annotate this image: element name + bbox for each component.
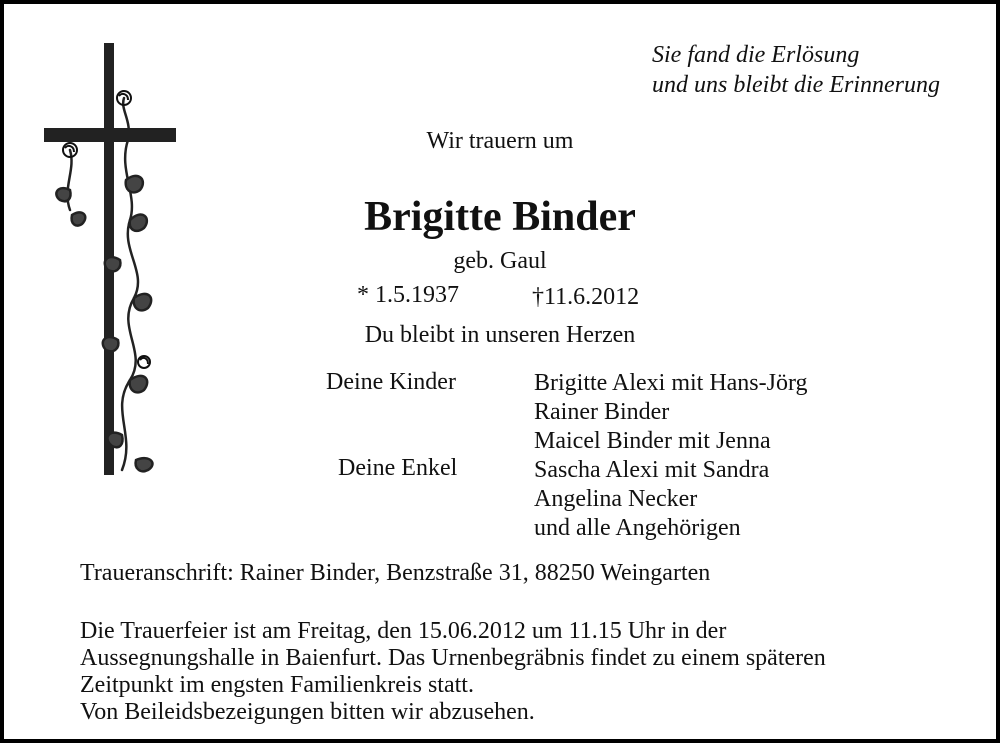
mourner-name: Maicel Binder mit Jenna xyxy=(534,428,771,454)
mourner-name: Brigitte Alexi mit Hans-Jörg xyxy=(534,370,808,396)
birth-date: * 1.5.1937 xyxy=(357,282,459,308)
closing-line: Du bleibt in unseren Herzen xyxy=(364,322,636,348)
mourning-address: Traueranschrift: Rainer Binder, Benzstraße 31, 88250 Weingarten xyxy=(80,560,711,586)
motto-verse xyxy=(652,40,940,100)
children-label: Deine Kinder xyxy=(326,369,456,395)
mourner-name: Angelina Necker xyxy=(534,486,698,512)
ceremony-line: Zeitpunkt im engsten Familienkreis statt. xyxy=(80,672,474,698)
mourner-name: Rainer Binder xyxy=(534,399,670,425)
deceased-name: Brigitte Binder xyxy=(364,194,636,240)
ceremony-line: Von Beileidsbezeigungen bitten wir abzusehen. xyxy=(80,699,535,725)
motto-line-1: Sie fand die Erlösung xyxy=(652,42,860,68)
maiden-name: geb. Gaul xyxy=(453,248,547,274)
mourner-name: Sascha Alexi mit Sandra xyxy=(534,457,770,483)
mourner-names-list xyxy=(534,369,808,543)
grandchildren-label: Deine Enkel xyxy=(338,455,458,481)
mourner-name: und alle Angehörigen xyxy=(534,515,741,541)
ceremony-line: Die Trauerfeier ist am Freitag, den 15.06.2012 um 11.15 Uhr in der xyxy=(80,618,727,644)
intro-text: Wir trauern um xyxy=(426,128,574,154)
motto-line-2: und uns bleibt die Erinnerung xyxy=(652,72,940,98)
death-date: †11.6.2012 xyxy=(532,284,640,310)
ceremony-line: Aussegnungshalle in Baienfurt. Das Urnenbegräbnis findet zu einem späteren xyxy=(80,645,826,671)
ceremony-details xyxy=(80,618,826,726)
